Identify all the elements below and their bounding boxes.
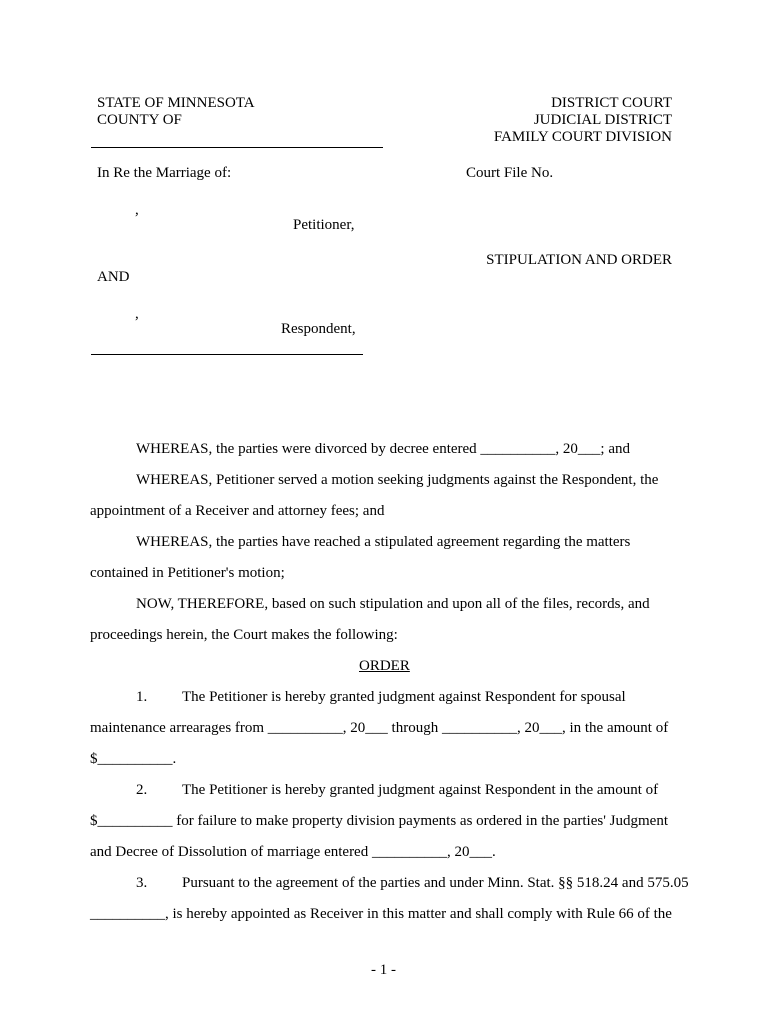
order-heading: ORDER: [359, 658, 410, 674]
item1-number: 1.: [136, 689, 148, 705]
whereas-motion-line2: appointment of a Receiver and attorney fees; and: [90, 503, 385, 519]
and-label: AND: [97, 269, 130, 285]
whereas-motion-line1: WHEREAS, Petitioner served a motion seeking judgments against the Respondent, the: [136, 472, 659, 488]
county-heading: COUNTY OF: [97, 112, 182, 128]
caption-divider-bottom: [91, 354, 363, 355]
division-heading: FAMILY COURT DIVISION: [493, 129, 672, 145]
whereas-divorce: WHEREAS, the parties were divorced by decree entered __________, 20___; and: [136, 441, 631, 457]
item1-line2: maintenance arrearages from __________, 20___ through __________, 20___, in the amount of: [90, 720, 669, 736]
respondent-name-blank: ,: [135, 306, 139, 322]
document-title: STIPULATION AND ORDER: [486, 252, 672, 268]
item3-number: 3.: [136, 875, 148, 891]
district-heading: JUDICIAL DISTRICT: [533, 112, 672, 128]
page-number: - 1 -: [371, 962, 396, 978]
item1-line1: The Petitioner is hereby granted judgment against Respondent for spousal: [182, 689, 626, 705]
whereas-agreement-line2: contained in Petitioner's motion;: [90, 565, 285, 581]
item3-line1: Pursuant to the agreement of the parties and under Minn. Stat. §§ 518.24 and 575.05: [182, 875, 689, 891]
court-heading: DISTRICT COURT: [551, 95, 672, 111]
respondent-label: Respondent,: [281, 321, 356, 337]
item2-line1: The Petitioner is hereby granted judgment against Respondent in the amount of: [182, 782, 659, 798]
now-therefore-line1: NOW, THEREFORE, based on such stipulation and upon all of the files, records, and: [136, 596, 650, 612]
item3-line2: __________, is hereby appointed as Receiver in this matter and shall comply with Rule 66 of the: [90, 906, 672, 922]
now-therefore-line2: proceedings herein, the Court makes the following:: [90, 627, 398, 643]
item2-line2: $__________ for failure to make property division payments as ordered in the parties' Judgment: [90, 813, 668, 829]
item2-line3: and Decree of Dissolution of marriage entered __________, 20___.: [90, 844, 496, 860]
whereas-agreement-line1: WHEREAS, the parties have reached a stipulated agreement regarding the matters: [136, 534, 631, 550]
court-file-label: Court File No.: [466, 165, 554, 181]
caption-divider-top: [91, 147, 383, 148]
state-heading: STATE OF MINNESOTA: [97, 95, 255, 111]
item1-line3: $__________.: [90, 751, 177, 767]
petitioner-name-blank: ,: [135, 202, 139, 218]
item2-number: 2.: [136, 782, 148, 798]
petitioner-label: Petitioner,: [293, 217, 355, 233]
in-re-label: In Re the Marriage of:: [97, 165, 232, 181]
